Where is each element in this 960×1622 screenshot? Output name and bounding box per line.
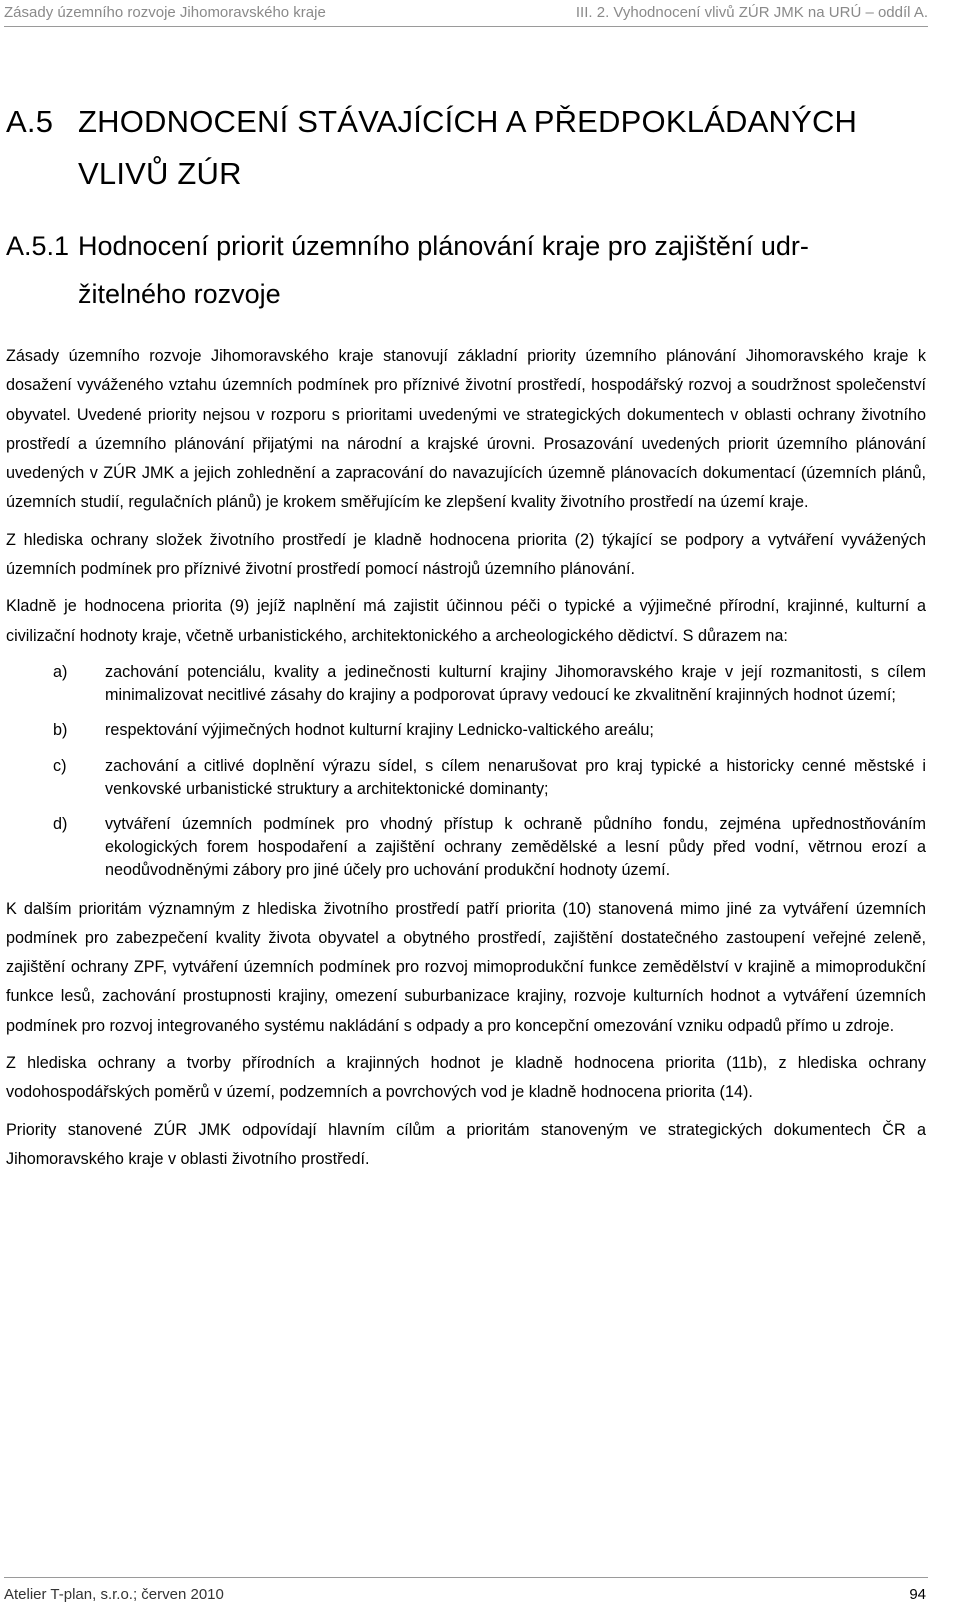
body-text <box>6 342 926 1182</box>
chapter-title-line2: VLIVŮ ZÚR <box>78 156 242 191</box>
header-document-title: Zásady územního rozvoje Jihomoravského kraje <box>4 4 326 21</box>
chapter-heading <box>6 96 946 200</box>
section-title-line1: Hodnocení priorit územního plánování kraje pro zajištění udr- <box>78 231 809 261</box>
paragraph-priority-11b-14: Z hlediska ochrany a tvorby přírodních a krajinných hodnot je kladně hodnocena priorita (11b), z hlediska ochrany vodohospodářských poměrů v území, podzemních a povrchových vod je kladně hodnocena priorita (14). <box>6 1054 926 1102</box>
paragraph-intro: Zásady územního rozvoje Jihomoravského kraje stanovují základní priority územního plánování Jihomoravského kraje k dosažení vyváženého vztahu územních podmínek pro příznivé životní prostředí, hospodářský rozvoj a soudržnost společenství obyvatel. Uvedené priority nejsou v rozporu s prioritami uvedenými ve strategických dokumentech v oblasti ochrany životního prostředí a územního plánování přijatými na národní a krajské úrovni. Prosazování uvedených priorit územního plánování uvedených v ZÚR JMK a jejich zohlednění a zapracování do navazujících územně plánovacích dokumentací (územních plánů, územních studií, regulačních plánů) je krokem směřujícím ke zlepšení kvality životního prostředí na území kraje. <box>6 347 926 512</box>
paragraph-priority-2: Z hlediska ochrany složek životního prostředí je kladně hodnocena priorita (2) týkající se podpory a vytváření vyvážených územních podmínek pro příznivé životní prostředí pomocí nástrojů územního plánování. <box>6 530 926 579</box>
list-marker: c) <box>53 756 67 775</box>
page-number: 94 <box>909 1586 926 1603</box>
list-item <box>6 661 926 707</box>
header-section-title: III. 2. Vyhodnocení vlivů ZÚR JMK na URÚ – oddíl A. <box>575 4 928 21</box>
list-item-text: zachování a citlivé doplnění výrazu sídel, s cílem nenarušovat pro kraj typické a historicky cenné městské i venkovské urbanistické struktury a architektonické dominanty; <box>105 756 926 798</box>
paragraph-conclusion: Priority stanovené ZÚR JMK odpovídají hlavním cílům a prioritám stanoveným ve strategických dokumentech ČR a Jihomoravského kraje v oblasti životního prostředí. <box>6 1120 926 1168</box>
priority-9-list <box>6 661 926 883</box>
paragraph-priority-9: Kladně je hodnocena priorita (9) jejíž naplnění má zajistit účinnou péči o typické a výjimečné přírodní, krajinné, kulturní a civilizační hodnoty kraje, včetně urbanistického, architektonického a archeologického dědictví. S důrazem na: <box>6 597 926 645</box>
list-item <box>6 755 926 801</box>
running-header <box>4 4 928 27</box>
chapter-number: A.5 <box>6 104 54 139</box>
section-number: A.5.1 <box>6 231 70 261</box>
chapter-title-line1: ZHODNOCENÍ STÁVAJÍCÍCH A PŘEDPOKLÁDANÝCH <box>78 104 858 139</box>
section-heading <box>6 222 926 318</box>
list-item-text: zachování potenciálu, kvality a jedinečnosti kulturní krajiny Jihomoravského kraje v její rozmanitosti, s cílem minimalizovat necitlivé zásahy do krajiny a podporovat úpravy vedoucí ke zkvalitnění krajinných hodnot území; <box>105 662 926 705</box>
paragraph-priority-10: K dalším prioritám významným z hlediska životního prostředí patří priorita (10) stanovená mimo jiné za vytváření územních podmínek pro zabezpečení kvality života obyvatel a obytného prostředí, zajištění dostatečného zastoupení veřejné zeleně, zajištění ochrany ZPF, vytváření územních podmínek pro rozvoj mimoprodukční funkce zemědělství v krajině a mimoprodukční funkce lesů, zachování prostupnosti krajiny, omezení suburbanizace krajiny, rozvoje kulturních hodnot a vytváření územních podmínek pro rozvoj integrovaného systému nakládání s odpady a pro koncepční omezování vzniku odpadů přímo u zdroje. <box>6 899 926 1035</box>
list-marker: d) <box>53 814 68 833</box>
list-marker: a) <box>53 662 68 681</box>
list-item-text: vytváření územních podmínek pro vhodný přístup k ochraně půdního fondu, zejména upřednostňováním ekologických forem hospodaření a zajištění ochrany zemědělské a lesní půdy před vodní, větrnou erozí a neodůvodněnými zábory pro jiné účely pro uchování produkční hodnoty území. <box>105 814 926 880</box>
footer-author: Atelier T-plan, s.r.o.; červen 2010 <box>4 1586 224 1603</box>
section-title-line2: žitelného rozvoje <box>78 279 281 309</box>
list-item <box>6 813 926 883</box>
list-item-text: respektování výjimečných hodnot kulturní krajiny Lednicko-valtického areálu; <box>105 721 654 740</box>
list-item <box>6 719 926 742</box>
list-marker: b) <box>53 721 68 740</box>
page-footer <box>4 1577 928 1603</box>
